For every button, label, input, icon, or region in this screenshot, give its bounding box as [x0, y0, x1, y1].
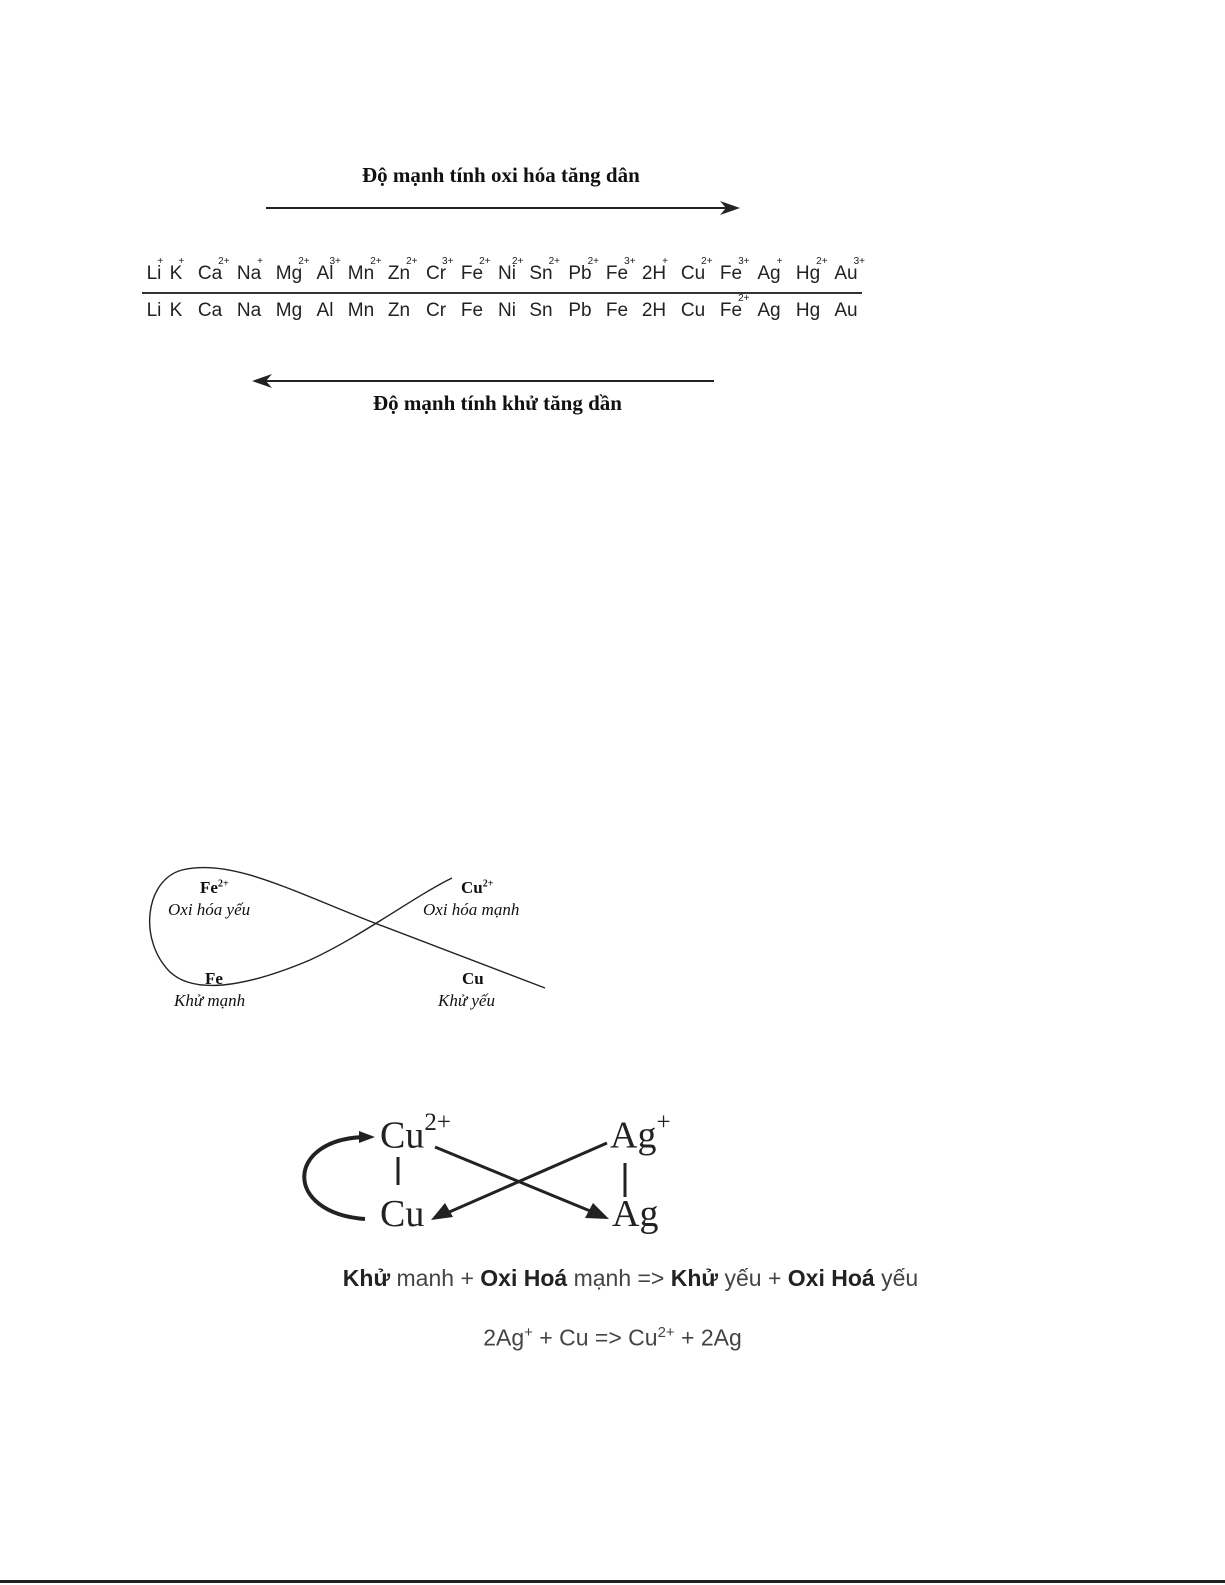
ion-cell	[197, 256, 230, 285]
ag-metal: Ag	[612, 1193, 659, 1235]
metal-cell	[529, 300, 552, 322]
ion-cell-symbol: 2H	[641, 263, 667, 284]
metal-cell-symbol: Fe	[605, 300, 629, 321]
cu2-label: $Cu^{2+}$	[461, 878, 494, 897]
ion-cell-symbol: Zn	[387, 263, 411, 284]
ion-cell	[498, 256, 524, 285]
ion-cell-symbol: Fe	[719, 263, 743, 284]
metal-cell-symbol: Ag	[757, 300, 781, 321]
metal-cell-symbol: Ni	[498, 300, 516, 321]
metal-cell-symbol: Fe	[460, 300, 484, 321]
ion-cell-symbol: Sn	[529, 263, 553, 284]
ion-cell-symbol: Fe	[605, 263, 629, 284]
ion-cell-charge: +	[662, 256, 668, 267]
cu-metal: Cu	[380, 1193, 425, 1235]
ion-cell-symbol: Li	[146, 263, 162, 284]
ion-cell	[568, 256, 600, 285]
ion-cell	[387, 256, 418, 285]
metal-cell-symbol: K	[169, 300, 183, 321]
ion-cell	[719, 256, 750, 285]
ion-cell	[529, 256, 561, 285]
metal-cell	[426, 300, 446, 322]
ion-cell-charge: 2+	[298, 256, 310, 267]
ion-cell-charge: +	[257, 256, 263, 267]
metal-cell-symbol: Sn	[529, 300, 553, 321]
ion-cell	[757, 256, 783, 285]
ion-cell-charge: 2+	[218, 256, 230, 267]
metal-cell	[461, 300, 483, 322]
metal-cell	[719, 293, 750, 322]
ion-cell	[275, 256, 310, 285]
metal-cell	[317, 300, 334, 322]
fe-description: Khử mạnh	[174, 991, 246, 1010]
cu-ag-arrows	[295, 1125, 635, 1235]
oxidation-direction-arrow	[260, 196, 750, 220]
fe2-description: Oxi hóa yếu	[168, 900, 251, 919]
metal-cell	[147, 300, 162, 322]
metal-cell-symbol: 2H	[641, 300, 667, 321]
ion-cell-symbol: Na	[236, 263, 262, 284]
metal-cell-symbol: Mn	[347, 300, 375, 321]
reaction-equation: $2Ag^+ + Cu => Cu^{2+} + 2Ag$	[483, 1324, 742, 1351]
cu2-ion: $Cu^{2+}$	[380, 1109, 451, 1157]
ion-cell	[347, 256, 382, 285]
metal-cell-charge: 2+	[738, 293, 750, 304]
metal-cell	[276, 300, 302, 322]
ion-cell-symbol: Au	[834, 263, 858, 284]
ion-cell	[146, 256, 164, 285]
ion-cell-charge: 2+	[479, 256, 491, 267]
metal-cell	[170, 300, 183, 322]
ag-ion: Ag+	[610, 1109, 671, 1157]
ion-cell	[425, 256, 454, 285]
oxidation-strength-title: Độ mạnh tính oxi hóa tăng dân	[362, 163, 640, 187]
fe-label: Fe	[205, 969, 223, 988]
metal-cell-symbol: Pb	[568, 300, 592, 321]
metal-cell-symbol: Fe	[719, 300, 743, 321]
ion-cell	[680, 256, 713, 285]
ion-cell-symbol: Fe	[460, 263, 484, 284]
ion-cell-symbol: Mn	[347, 263, 375, 284]
metal-cell	[796, 300, 820, 322]
metal-cell-symbol: Li	[146, 300, 162, 321]
metal-cell-symbol: Au	[834, 300, 858, 321]
ion-cell-charge: 3+	[853, 256, 866, 267]
metal-cell-symbol: Cr	[425, 300, 447, 321]
ion-cell-symbol: Al	[316, 263, 334, 284]
ion-cell-charge: 2+	[406, 256, 418, 267]
ion-cell	[460, 256, 491, 285]
cu-label: Cu	[462, 969, 484, 988]
ion-cell	[795, 256, 828, 285]
metal-cell	[681, 300, 705, 322]
ion-cell-charge: +	[776, 256, 783, 267]
metal-cell	[757, 300, 780, 322]
series-divider	[142, 292, 862, 294]
ion-cell	[169, 256, 185, 285]
metal-cell	[568, 300, 591, 322]
ion-cell-charge: 2+	[511, 256, 524, 267]
fe2-label: $Fe^{2+}$	[200, 878, 229, 897]
ion-cell-charge: 2+	[587, 256, 600, 267]
page-bottom-border	[0, 1580, 1225, 1583]
metal-cell	[606, 300, 628, 322]
ion-cell	[834, 256, 866, 285]
cu-description: Khử yếu	[438, 991, 495, 1010]
ion-cell	[641, 256, 668, 285]
ion-cell-symbol: Hg	[795, 263, 821, 284]
ion-cell-symbol: Mg	[275, 263, 303, 284]
reduction-strength-title: Độ mạnh tính khử tăng dần	[373, 391, 622, 415]
metal-cell	[498, 300, 516, 322]
ion-cell-symbol: Cr	[425, 263, 447, 284]
ion-cell-symbol: Pb	[568, 263, 592, 284]
ion-cell-charge: 3+	[624, 256, 636, 267]
redox-rule: Khử manh + Oxi Hoá mạnh => Khử yếu + Oxi Hoá yếu	[342, 1265, 919, 1291]
ion-cell-charge: 3+	[329, 256, 341, 267]
metal-cell	[388, 300, 410, 322]
ion-cell-symbol: Ni	[498, 263, 516, 284]
metal-cell	[237, 300, 261, 322]
reduction-direction-arrow	[248, 369, 720, 393]
ion-cell	[236, 256, 263, 285]
metal-cell	[198, 300, 222, 322]
ion-cell-charge: 2+	[816, 256, 828, 267]
ion-cell-symbol: Cu	[680, 263, 706, 284]
metal-cell-symbol: Ca	[197, 300, 223, 321]
ion-cell-charge: 2+	[701, 256, 713, 267]
metal-cell-symbol: Al	[316, 300, 334, 321]
ion-cell-charge: +	[157, 256, 164, 267]
ion-cell-symbol: Ca	[197, 263, 223, 284]
ion-cell-charge: 2+	[370, 256, 382, 267]
cu2-description: Oxi hóa mạnh	[423, 900, 520, 919]
ion-cell-charge: 3+	[738, 256, 750, 267]
metal-cell	[834, 300, 857, 322]
ion-cell	[316, 256, 341, 285]
metal-cell-symbol: Zn	[387, 300, 411, 321]
ion-cell-symbol: K	[169, 263, 183, 284]
metal-cell-symbol: Cu	[680, 300, 706, 321]
metal-cell	[642, 300, 666, 322]
ion-cell-charge: +	[178, 256, 185, 267]
ion-cell-charge: 3+	[442, 256, 454, 267]
ion-cell-charge: 2+	[548, 256, 561, 267]
metal-cell-symbol: Mg	[275, 300, 303, 321]
ion-cell-symbol: Ag	[757, 263, 781, 284]
metal-cell	[348, 300, 374, 322]
metal-cell-symbol: Hg	[795, 300, 821, 321]
ion-cell	[605, 256, 636, 285]
metal-cell-symbol: Na	[236, 300, 262, 321]
